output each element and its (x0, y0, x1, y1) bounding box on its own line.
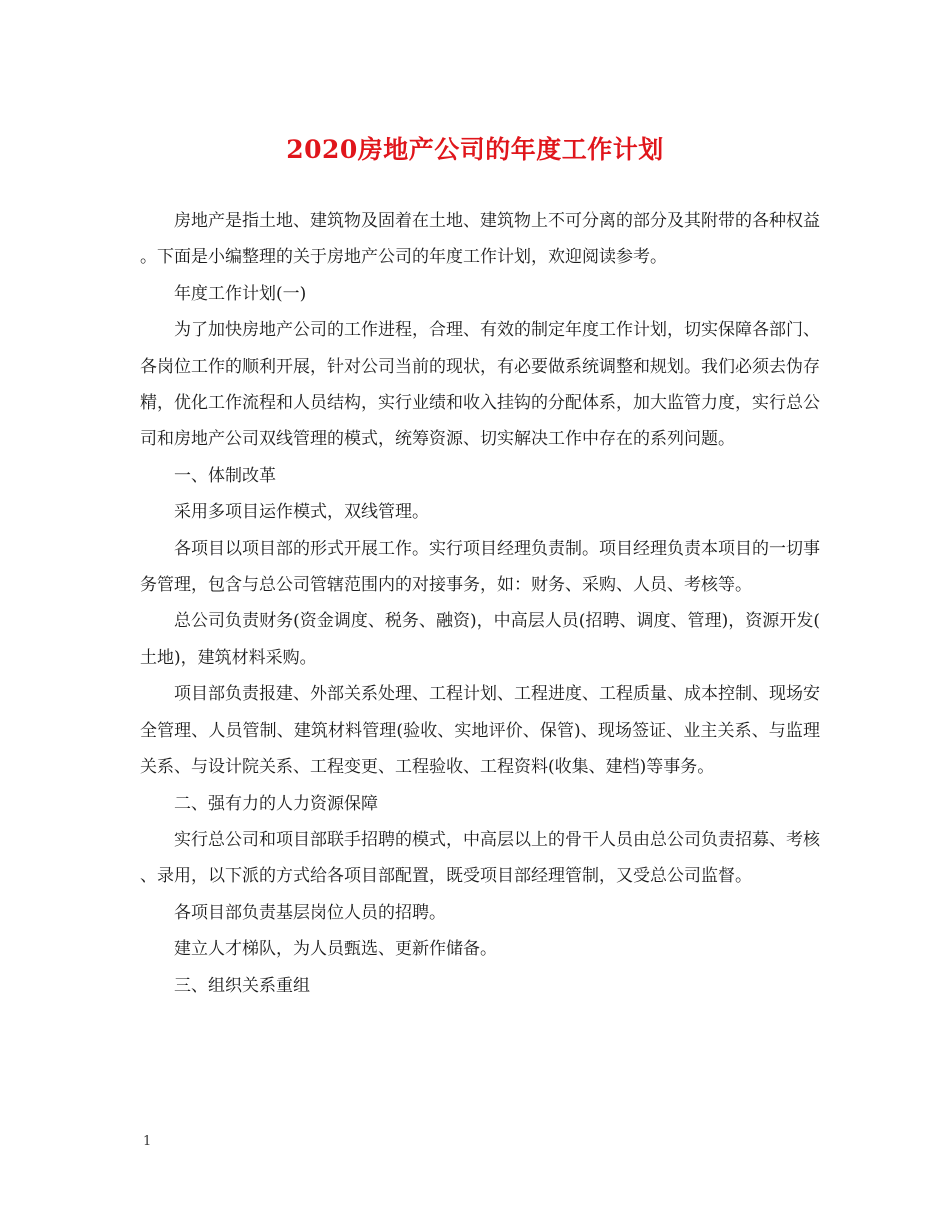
paragraph-project-manager: 各项目以项目部的形式开展工作。实行项目经理负责制。项目经理负责本项目的一切事务管理，包含与总公司管辖范围内的对接事务，如：财务、采购、人员、考核等。 (140, 538, 820, 596)
heading-plan-one: 年度工作计划(一) (174, 283, 307, 304)
paragraph-joint-recruitment: 实行总公司和项目部联手招聘的模式，中高层以上的骨干人员由总公司负责招募、考核、录用，以下派的方式给各项目部配置，既受项目部经理管制，又受总公司监督。 (140, 829, 820, 887)
heading-org-restructure: 三、组织关系重组 (174, 975, 310, 996)
paragraph-grassroots-recruitment: 各项目部负责基层岗位人员的招聘。 (174, 902, 446, 923)
paragraph-intro: 房地产是指土地、建筑物及固着在土地、建筑物上不可分离的部分及其附带的各种权益。下面是小编整理的关于房地产公司的年度工作计划，欢迎阅读参考。 (140, 211, 820, 268)
paragraph-multi-project-mode: 采用多项目运作模式，双线管理。 (174, 502, 429, 523)
paragraph-plan-overview: 为了加快房地产公司的工作进程，合理、有效的制定年度工作计划，切实保障各部门、各岗位工作的顺利开展，针对公司当前的现状，有必要做系统调整和规划。我们必须去伪存精，优化工作流程和人员结构，实行业绩和收入挂钩的分配体系，加大监管力度，实行总公司和房地产公司双线管理的模式，统筹资源、切实解决工作中存在的系列问题。 (140, 320, 820, 450)
paragraph-talent-pipeline: 建立人才梯队，为人员甄选、更新作储备。 (174, 939, 497, 960)
paragraph-head-office-duties: 总公司负责财务(资金调度、税务、融资)，中高层人员(招聘、调度、管理)，资源开发(土地)，建筑材料采购。 (140, 611, 820, 668)
document-title: 2020房地产公司的年度工作计划 (286, 135, 664, 164)
page-number: 1 (143, 1134, 152, 1149)
paragraph-project-dept-duties: 项目部负责报建、外部关系处理、工程计划、工程进度、工程质量、成本控制、现场安全管理、人员管制、建筑材料管理(验收、实地评价、保管)、现场签证、业主关系、与监理关系、与设计院关系、工程变更、工程验收、工程资料(收集、建档)等事务。 (140, 684, 820, 778)
document-body (140, 203, 820, 1004)
heading-hr-support: 二、强有力的人力资源保障 (174, 793, 378, 814)
heading-system-reform: 一、体制改革 (174, 465, 276, 486)
